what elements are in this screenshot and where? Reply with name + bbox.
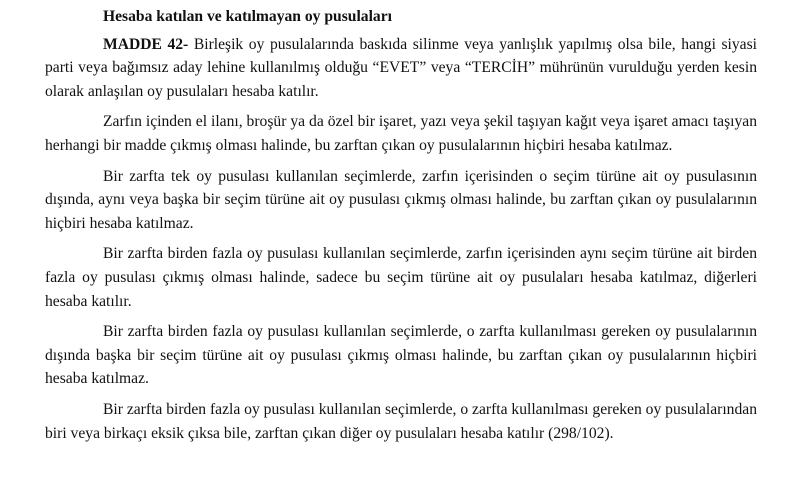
paragraph: Bir zarfta birden fazla oy pusulası kullanılan seçimlerde, o zarfta kullanılması gereken oy pusulalarından biri veya birkaçı eksik çıksa bile, zarftan çıkan diğer oy pusulaları hesaba katılır (298/102). — [45, 400, 757, 442]
document-body — [45, 5, 757, 445]
article-paragraph — [45, 33, 757, 104]
paragraph: Bir zarfta birden fazla oy pusulası kullanılan seçimlerde, o zarfta kullanılması gereken oy pusulalarının dışında başka bir seçim türüne ait oy pusulası çıkmış olması halinde, bu zarftan çıkan oy pusulalarının hiçbiri hesaba katılmaz. — [45, 323, 757, 388]
article-number: MADDE 42- — [103, 35, 189, 53]
paragraph: Zarfın içinden el ilanı, broşür ya da özel bir işaret, yazı veya şekil taşıyan kağıt veya işaret amacı taşıyan herhangi bir madde çıkmış olması halinde, bu zarftan çıkan oy pusulalarının hiçbiri hesaba katılmaz. — [45, 113, 757, 154]
paragraph-text: Birleşik oy pusulalarında baskıda silinme veya yanlışlık yapılmış olsa bile, hangi siyasi parti veya bağımsız aday lehine kullanılmış olduğu “EVET” veya “TERCİH” mührünün vurulduğu yerden kesin olarak anlaşılan oy pusulaları hesaba katılır. — [45, 35, 757, 100]
section-heading: Hesaba katılan ve katılmayan oy pusulaları — [103, 8, 392, 25]
paragraph: Bir zarfta tek oy pusulası kullanılan seçimlerde, zarfın içerisinden o seçim türüne ait oy pusulasının dışında, aynı veya başka bir seçim türüne ait oy pusulası çıkmış olması halinde, bu zarftan çıkan oy pusulalarının hiçbiri hesaba katılmaz. — [45, 167, 757, 232]
paragraph: Bir zarfta birden fazla oy pusulası kullanılan seçimlerde, zarfın içerisinden aynı seçim türüne ait birden fazla oy pusulası çıkmış olması halinde, sadece bu seçim türüne ait oy pusulaları hesaba katılmaz, diğerleri hesaba katılır. — [45, 245, 757, 310]
